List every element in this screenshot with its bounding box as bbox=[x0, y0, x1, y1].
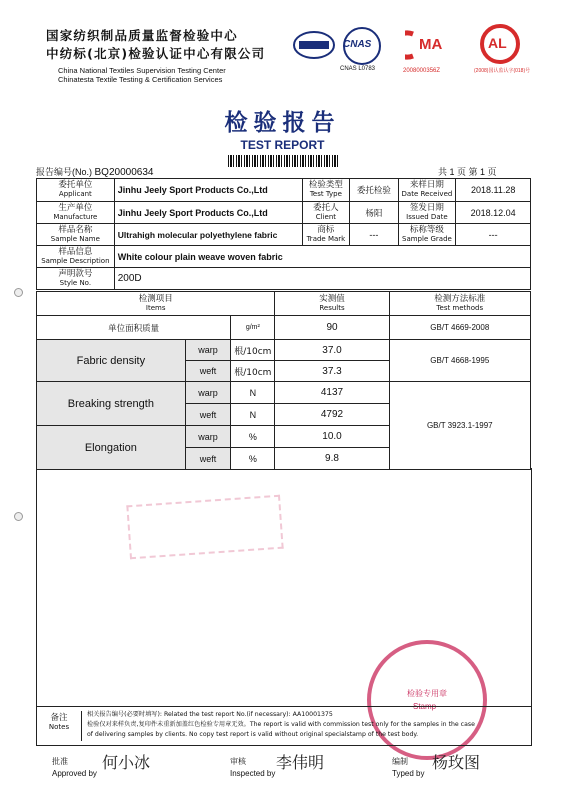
density-warp-unit: 根/10cm bbox=[231, 340, 275, 361]
strength-method: GB/T 3923.1-1997 bbox=[389, 382, 530, 470]
cal-logo bbox=[474, 24, 531, 74]
style-no-label: 声明款号 Style No. bbox=[37, 268, 115, 290]
cnas-logo bbox=[340, 26, 384, 70]
binder-hole bbox=[14, 288, 23, 297]
density-warp-value: 37.0 bbox=[275, 340, 389, 361]
density-weft-value: 37.3 bbox=[275, 361, 389, 382]
date-received-value: 2018.11.28 bbox=[456, 179, 531, 202]
faint-stamp-mark bbox=[126, 495, 283, 560]
sample-grade-label: 标称等级 Sample Grade bbox=[398, 224, 456, 246]
sample-description-label: 样品信息 Sample Description bbox=[37, 246, 115, 268]
row-mass-value: 90 bbox=[275, 316, 389, 340]
elong-warp-label: warp bbox=[185, 426, 231, 448]
typed-signature: 杨玫图 bbox=[432, 753, 481, 772]
density-method: GB/T 4668-1995 bbox=[389, 340, 530, 382]
client-label: 委托人 Client bbox=[302, 202, 350, 224]
break-warp-label: warp bbox=[185, 382, 231, 404]
fabric-density-label: Fabric density bbox=[37, 340, 186, 382]
test-type-value: 委托检验 bbox=[350, 179, 398, 202]
elongation-label: Elongation bbox=[37, 426, 186, 470]
typed-label-en: Typed by bbox=[392, 769, 425, 778]
row-mass-method: GB/T 4669-2008 bbox=[389, 316, 530, 340]
sample-name-value: Ultrahigh molecular polyethylene fabric bbox=[114, 224, 302, 246]
header-results: 实测值 Results bbox=[275, 292, 389, 316]
date-received-label: 来样日期 Date Received bbox=[398, 179, 456, 202]
manufacture-label: 生产单位 Manufacture bbox=[37, 202, 115, 224]
barcode bbox=[228, 155, 340, 167]
trade-mark-value: --- bbox=[350, 224, 398, 246]
break-warp-unit: N bbox=[231, 382, 275, 404]
header-methods: 检测方法标准 Test methods bbox=[389, 292, 530, 316]
stamp-text-en: Stamp bbox=[413, 702, 437, 711]
manufacture-value: Jinhu Jeely Sport Products Co.,Ltd bbox=[114, 202, 302, 224]
inspected-signature: 李伟明 bbox=[276, 753, 325, 772]
sample-name-label: 样品名称 Sample Name bbox=[37, 224, 115, 246]
applicant-value: Jinhu Jeely Sport Products Co.,Ltd bbox=[114, 179, 302, 202]
cma-logo bbox=[403, 30, 451, 74]
test-type-label: 检验类型 Test Type bbox=[302, 179, 350, 202]
cal-code: (2008)国认监认字(018)号 bbox=[474, 68, 531, 74]
elong-weft-label: weft bbox=[185, 448, 231, 470]
cnas-text: CNAS bbox=[343, 39, 372, 50]
report-title-en: TEST REPORT bbox=[240, 138, 325, 152]
applicant-label: 委托单位 Applicant bbox=[37, 179, 115, 202]
cma-code: 2008000356Z bbox=[403, 68, 441, 74]
inspected-label-cn: 审核 bbox=[230, 757, 246, 766]
trade-mark-label: 商标 Trade Mark bbox=[302, 224, 350, 246]
org-name-cn-1: 国家纺织制品质量监督检验中心 bbox=[46, 28, 238, 43]
org-name-en-1: China National Textiles Supervision Testing Center bbox=[58, 66, 226, 75]
notes-text bbox=[87, 710, 527, 740]
org-name-cn-2: 中纺标(北京)检验认证中心有限公司 bbox=[46, 46, 266, 61]
row-mass-unit: g/m² bbox=[231, 316, 275, 340]
issued-date-value: 2018.12.04 bbox=[456, 202, 531, 224]
style-no-value: 200D bbox=[114, 268, 530, 290]
report-title-cn: 检验报告 bbox=[224, 109, 341, 136]
notes-line-2: 检验仅对来样负责,复印件未重新加盖红色检验专用章无效。The report is valid with commission test only for the samples in the case bbox=[87, 721, 475, 728]
report-number-value: BQ20000634 bbox=[94, 167, 154, 178]
inspected-label-en: Inspected by bbox=[230, 769, 276, 778]
cma-text: MA bbox=[419, 36, 443, 53]
sample-description-value: White colour plain weave woven fabric bbox=[114, 246, 530, 268]
approved-label-cn: 批准 bbox=[52, 757, 68, 766]
elong-warp-value: 10.0 bbox=[275, 426, 389, 448]
cnas-code: CNAS L0783 bbox=[340, 66, 376, 72]
org-name-en-2: Chinatesta Textile Testing & Certification Services bbox=[58, 75, 223, 84]
elong-weft-value: 9.8 bbox=[275, 448, 389, 470]
issued-date-label: 签发日期 Issued Date bbox=[398, 202, 456, 224]
notes-line-1: 相关报告编号(必要时填写): Related the test report No.(if necessary): AA10001375 bbox=[87, 711, 333, 718]
sample-info-table bbox=[36, 178, 531, 290]
density-weft-label: weft bbox=[185, 361, 231, 382]
elong-warp-unit: % bbox=[231, 426, 275, 448]
approved-label-en: Approved by bbox=[52, 769, 97, 778]
header-items: 检测项目 Items bbox=[37, 292, 275, 316]
typed-label-cn: 编制 bbox=[392, 757, 408, 766]
approved-signature: 何小冰 bbox=[102, 753, 151, 772]
break-weft-unit: N bbox=[231, 404, 275, 426]
cal-text: AL bbox=[488, 35, 507, 51]
notes-label-en: Notes bbox=[48, 723, 70, 731]
notes-line-3: of delivering samples by clients. No copy test report is valid without original specialstamp of the test body. bbox=[87, 731, 419, 738]
sample-grade-value: --- bbox=[456, 224, 531, 246]
break-warp-value: 4137 bbox=[275, 382, 389, 404]
notes-box bbox=[36, 706, 532, 746]
break-weft-value: 4792 bbox=[275, 404, 389, 426]
notes-label-cn: 备注 bbox=[50, 713, 68, 723]
client-value: 杨阳 bbox=[350, 202, 398, 224]
stamp-text-cn: 检验专用章 bbox=[407, 689, 447, 698]
page-count: 共 1 页 第 1 页 bbox=[438, 167, 497, 177]
density-warp-label: warp bbox=[185, 340, 231, 361]
elong-weft-unit: % bbox=[231, 448, 275, 470]
density-weft-unit: 根/10cm bbox=[231, 361, 275, 382]
break-weft-label: weft bbox=[185, 404, 231, 426]
results-table bbox=[36, 291, 531, 470]
binder-hole bbox=[14, 512, 23, 521]
notes-label bbox=[37, 711, 82, 741]
ilac-logo bbox=[293, 30, 335, 60]
breaking-strength-label: Breaking strength bbox=[37, 382, 186, 426]
report-number-label: 报告编号(No.) bbox=[36, 167, 92, 177]
report-number bbox=[36, 165, 153, 178]
row-mass-label: 单位面积质量 bbox=[37, 316, 231, 340]
